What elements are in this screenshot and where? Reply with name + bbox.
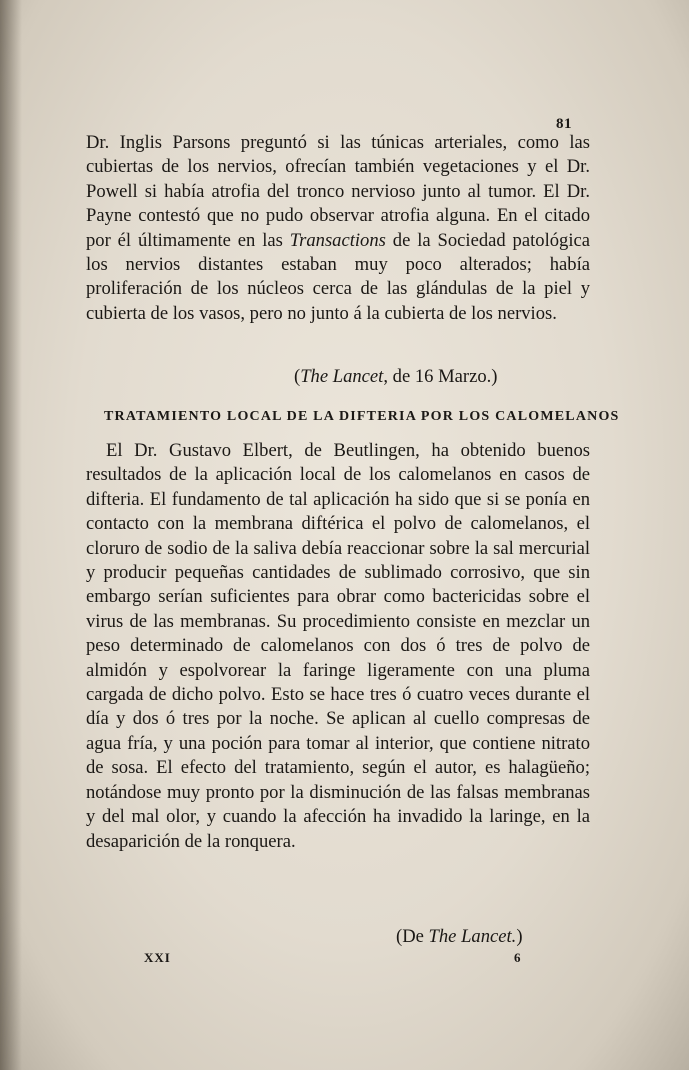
attribution-1-rest: , de 16 Marzo.) [383, 366, 498, 387]
attribution-2-open: (De [396, 926, 429, 947]
paragraph-1-text [86, 131, 590, 326]
binding-shadow [0, 0, 22, 1070]
paragraph-1-part-a: Dr. Inglis Parsons preguntó si las túnicas arteriales, como las cubiertas de los nervios, ofrecían también vegetaciones y el Dr. Powell si había atrofia del tronco nervioso junto al tumor. El Dr. Payne contestó que no pudo observar atrofia alguna. En el citado por él últimamente en las [86, 132, 590, 251]
paragraph-1-italic: Transactions [289, 229, 386, 251]
paragraph-1-part-b: de la Sociedad patológica los nervios distantes estaban muy poco alterados; había proliferación de los núcleos cerca de las glándulas de la piel y cubierta de los vasos, pero no junto á la cubierta de los nervios. [86, 229, 591, 324]
attribution-1 [294, 366, 497, 388]
attribution-2-source: The Lancet. [428, 926, 517, 947]
footer-sheet-number: 6 [514, 950, 521, 965]
paragraph-2-text: El Dr. Gustavo Elbert, de Beutlingen, ha obtenido buenos resultados de la aplicación local de los calomelanos en casos de difteria. El fundamento de tal aplicación ha sido que si se ponía en contacto con la membrana diftérica el polvo de calomelanos, el cloruro de sodio de la saliva debía reaccionar sobre la sal mercurial y producir pequeñas cantidades de sublimado corrosivo, que sin embargo serían suficientes para obrar como bactericidas sobre el virus de las membranas. Su procedimiento consiste en mezclar un peso determinado de calomelanos con dos ó tres de polvo de almidón y espolvorear la faringe ligeramente con una pluma cargada de dicho polvo. Esto se hace tres ó cuatro veces durante el día y dos ó tres por la noche. Se aplican al cuello compresas de agua fría, y una poción para tomar al interior, que contiene nitrato de sosa. El efecto del tratamiento, según el autor, es halagüeño; notándose muy pronto por la disminución de las falsas membranas y del mal olor, y cuando la afección ha invadido la laringe, en la desaparición de la ronquera. [86, 440, 590, 852]
section-heading: TRATAMIENTO LOCAL DE LA DIFTERIA POR LOS CALOMELANOS [104, 409, 620, 424]
paragraph-1 [86, 131, 590, 326]
page-number: 81 [556, 116, 572, 132]
footer-signature-mark: XXI [144, 950, 171, 965]
attribution-2 [396, 926, 523, 948]
attribution-2-close: ) [516, 926, 523, 947]
attribution-1-source: The Lancet [300, 366, 384, 387]
attribution-1-open: ( [294, 366, 301, 387]
paragraph-2 [86, 439, 590, 854]
